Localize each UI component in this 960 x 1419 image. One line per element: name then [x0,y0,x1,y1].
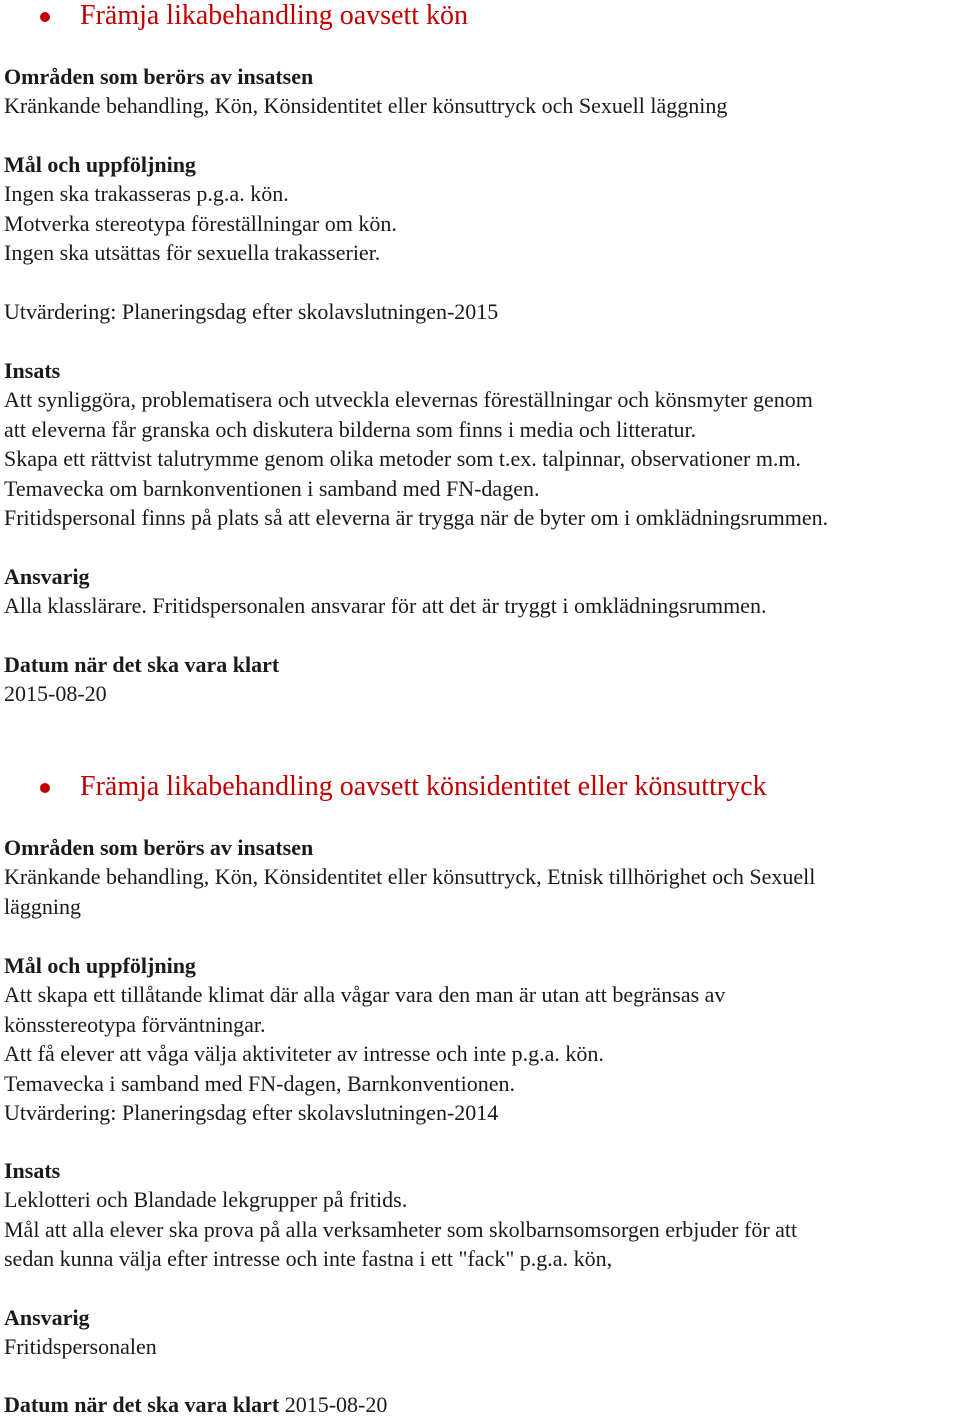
section2-goal-line: Temavecka i samband med FN-dagen, Barnkonventionen. [4,1070,516,1096]
section2-date [4,1390,954,1419]
section1-goals [4,150,954,268]
section1-date [4,650,954,709]
section1-insats-line: Skapa ett rättvist talutrymme genom olika metoder som t.ex. talpinnar, observationer m.m. [4,446,802,472]
section2-date-heading: Datum när det ska vara klart [4,1392,280,1417]
section1-goal-line: Ingen ska utsättas för sexuella trakasserier. [4,240,381,266]
section2-goal-line: Att skapa ett tillåtande klimat där alla vågar vara den man är utan att begränsas av [4,982,726,1008]
section1-evaluation [4,297,954,326]
section2-areas-line: läggning [4,893,81,919]
section2-title: Främja likabehandling oavsett könsidentitet eller könsuttryck [80,771,767,802]
section1-goal-line: Motverka stereotypa föreställningar om kön. [4,210,397,236]
section1-responsible-heading: Ansvarig [4,564,90,589]
section2-areas-heading: Områden som berörs av insatsen [4,835,314,860]
section2-insats [4,1156,954,1274]
section2-insats-heading: Insats [4,1158,61,1183]
section1-areas-heading: Områden som berörs av insatsen [4,64,314,89]
section2-responsible-text: Fritidspersonalen [4,1334,157,1360]
section1-areas-text: Kränkande behandling, Kön, Könsidentitet eller könsuttryck och Sexuell läggning [4,93,728,119]
section1-insats-heading: Insats [4,358,61,383]
section2-areas-line: Kränkande behandling, Kön, Könsidentitet eller könsuttryck, Etnisk tillhörighet och Sexuell [4,864,816,890]
section2-goal-line: Utvärdering: Planeringsdag efter skolavslutningen-2014 [4,1100,499,1126]
section2-responsible-heading: Ansvarig [4,1305,90,1330]
section1-responsible [4,562,954,621]
section1-evaluation-text: Utvärdering: Planeringsdag efter skolavslutningen-2015 [4,299,499,324]
section1-title: Främja likabehandling oavsett kön [80,0,469,31]
section2-goal-line: Att få elever att våga välja aktiviteter av intresse och inte p.g.a. kön. [4,1041,604,1067]
section2-goals [4,951,954,1127]
bullet-icon [40,12,50,22]
section2-date-value: 2015-08-20 [284,1392,388,1417]
section2-insats-line: sedan kunna välja efter intresse och inte fastna i ett "fack" p.g.a. kön, [4,1246,613,1272]
section1-insats-line: Temavecka om barnkonventionen i samband med FN-dagen. [4,475,540,501]
section1-goal-line: Ingen ska trakasseras p.g.a. kön. [4,181,289,207]
section1-goals-heading: Mål och uppföljning [4,152,196,177]
section1-insats [4,356,954,532]
section1-insats-line: Fritidspersonal finns på plats så att eleverna är trygga när de byter om i omklädningsrummen. [4,505,829,531]
section1-areas [4,62,954,121]
section1-date-value: 2015-08-20 [4,681,107,707]
section2-insats-line: Leklotteri och Blandade lekgrupper på fritids. [4,1187,408,1213]
section1-insats-line: Att synliggöra, problematisera och utveckla elevernas föreställningar och könsmyter genom [4,387,813,413]
section1-date-heading: Datum när det ska vara klart [4,652,280,677]
bullet-icon [40,783,50,793]
section1-responsible-text: Alla klasslärare. Fritidspersonalen ansvarar för att det är tryggt i omklädningsrummen. [4,593,767,619]
section2-areas [4,833,954,921]
section2-insats-line: Mål att alla elever ska prova på alla verksamheter som skolbarnsomsorgen erbjuder för att [4,1216,798,1242]
section2-responsible [4,1303,954,1362]
section2-goals-heading: Mål och uppföljning [4,953,196,978]
section2-goal-line: könsstereotypa förväntningar. [4,1011,266,1037]
section1-insats-line: att eleverna får granska och diskutera bilderna som finns i media och litteratur. [4,416,697,442]
